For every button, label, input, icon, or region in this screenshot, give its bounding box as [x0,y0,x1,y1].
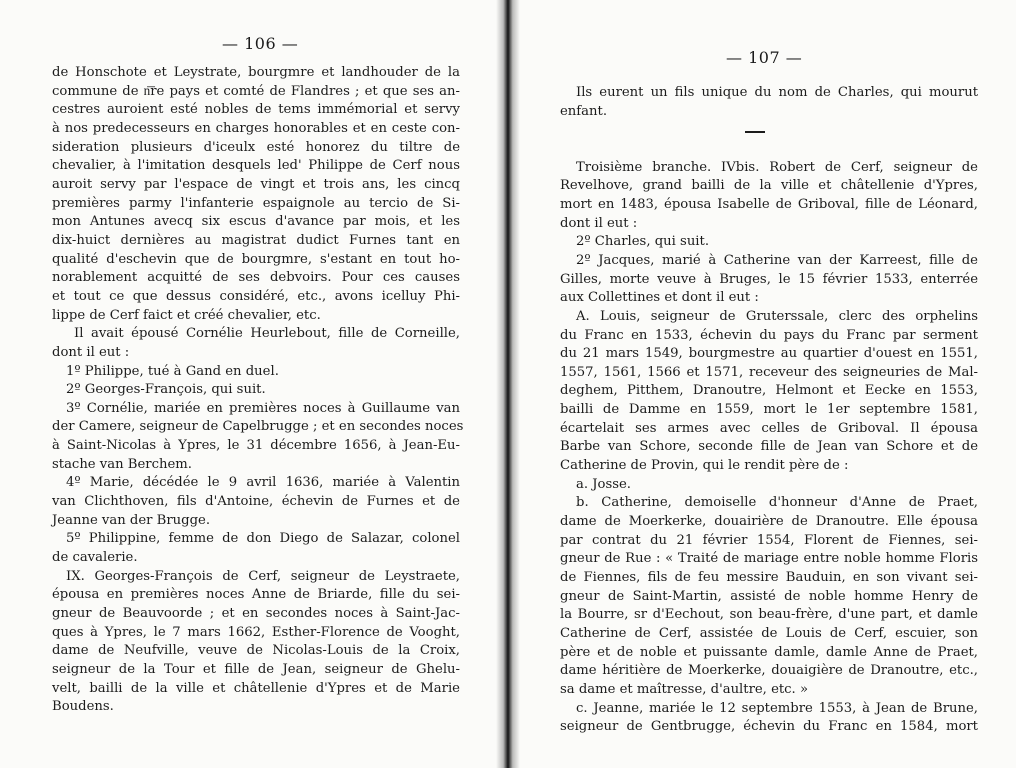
text-line: premières parmy l'infanterie espaignole au tercio de Si- [52,195,460,211]
text-line: seigneur de Gentbrugge, échevin du Franc en 1584, mort [560,719,978,735]
text-line: père et de noble et puissante damle, damle Anne de Praet, [560,644,978,660]
page-number-right: — 107 — [726,48,803,67]
text-line: dont il eut : [560,215,638,231]
text-line: de Honschote et Leystrate, bourgmre et landhouder de la [52,65,460,80]
text-line: sideration plusieurs d'iceulx esté honorez du tiltre de [52,139,460,155]
text-line: chevalier, à l'imitation desquels led' Philippe de Cerf nous [52,158,460,174]
text-line: gneur de Rue : « Traité de mariage entre noble homme Floris [560,551,978,567]
text-line: c. Jeanne, mariée le 12 septembre 1553, à Jean de Brune, [576,700,978,716]
text-line: A. Louis, seigneur de Gruterssale, clerc des orphelins [576,308,978,324]
text-line: du Franc en 1533, échevin du pays du Franc par serment [560,327,978,343]
text-line: lippe de Cerf faict et créé chevalier, etc. [52,307,321,323]
text-line: Barbe van Schore, seconde fille de Jean van Schore et de [560,439,978,455]
text-line: de Fiennes, fils de feu messire Bauduin, en son vivant sei- [560,570,978,586]
text-line: gneur de Saint-Martin, assisté de noble homme Henry de [560,588,978,604]
left-page [0,0,500,768]
text-line: auroit servy par l'espace de vingt et trois ans, les cincq [52,176,460,192]
text-line: van Clichthoven, fils d'Antoine, échevin de Furnes et de [52,494,460,510]
text-line: et tout ce que dessus considéré, etc., avons icelluy Phi- [52,288,460,304]
text-line: Troisième branche. IVbis. Robert de Cerf, seigneur de [576,159,978,175]
text-line: der Camere, seigneur de Capelbrugge ; et en secondes noces [52,419,464,435]
text-line: 1º Philippe, tué à Gand en duel. [66,363,279,379]
text-line: la Bourre, sr d'Eechout, son beau-frère, d'une part, et damle [560,607,978,623]
text-line: 4º Marie, décédée le 9 avril 1636, mariée à Valentin [66,475,460,491]
text-line: mon Antunes avecq six escus d'avance par mois, et les [52,214,460,230]
section-separator [560,121,978,140]
text-line: bailli de Damme en 1559, mort le 1er septembre 1581, [560,402,978,418]
text-line: aux Collettines et dont il eut : [560,290,759,306]
text-line: sa dame et maîtresse, d'aultre, etc. » [560,681,809,697]
text-line: ques à Ypres, le 7 mars 1662, Esther-Florence de Vooght, [52,624,460,640]
text-line: enfant. [560,103,608,119]
text-line: a. Josse. [576,476,632,492]
text-line: par contrat du 21 février 1554, Florent de Fiennes, sei- [560,532,978,548]
text-line: norablement acquitté de ses debvoirs. Pour ces causes [52,270,460,286]
text-line: mort en 1483, épousa Isabelle de Griboval, fille de Léonard, [560,196,978,212]
right-page-text [560,84,978,737]
separator-dash [745,131,765,133]
text-line: Boudens. [52,699,114,715]
text-line: IX. Georges-François de Cerf, seigneur de Leystraete, [66,568,460,584]
text-line: commune de n͞re pays et comté de Flandres ; et que ses an- [52,83,460,99]
text-line: 2º Jacques, marié à Catherine van der Karreest, fille de [576,252,978,268]
text-line: Ils eurent un fils unique du nom de Charles, qui mourut [576,85,978,100]
text-line: 5º Philippine, femme de don Diego de Salazar, colonel [66,531,460,547]
page-number-left: — 106 — [222,34,299,53]
left-page-text [52,64,464,717]
text-line: Catherine de Provin, qui le rendit père de : [560,458,849,474]
text-line: b. Catherine, demoiselle d'honneur d'Anne de Praet, [576,495,978,511]
text-line: Catherine de Cerf, assistée de Louis de Cerf, escuier, son [560,626,978,641]
text-line: gneur de Beauvoorde ; et en secondes noces à Saint-Jac- [52,606,460,622]
text-line: du 21 mars 1549, bourgmestre au quartier d'ouest en 1551, [560,346,978,362]
text-line: velt, bailli de la ville et châtellenie d'Ypres et de Marie [52,680,460,696]
text-line: dame de Moerkerke, douairière de Dranoutre. Elle épousa [560,514,978,530]
text-line: de cavalerie. [52,550,138,566]
text-line: qualité d'eschevin que de bourgmre, s'estant en tout ho- [52,251,460,267]
text-line: Il avait épousé Cornélie Heurlebout, fille de Corneille, [74,326,460,342]
text-line: Revelhove, grand bailli de la ville et châtellenie d'Ypres, [560,178,978,194]
right-page [516,0,1016,768]
text-line: Jeanne van der Brugge. [52,512,211,528]
section-spacer [560,140,978,159]
text-line: dont il eut : [52,344,130,360]
text-line: 3º Cornélie, mariée en premières noces à Guillaume van [66,400,460,416]
text-line: stache van Berchem. [52,456,192,472]
text-line: 1557, 1561, 1566 et 1571, receveur des seigneuries de Mal- [560,364,978,380]
text-line: Gilles, morte veuve à Bruges, le 15 février 1533, enterrée [560,271,978,287]
text-line: épousa en premières noces Anne de Briarde, fille du sei- [52,587,460,603]
text-line: dame héritière de Moerkerke, douaigière de Dranoutre, etc., [560,663,978,679]
text-line: à Saint-Nicolas à Ypres, le 31 décembre 1656, à Jean-Eu- [52,438,460,454]
text-line: dame de Neufville, veuve de Nicolas-Louis de la Croix, [52,643,460,659]
text-line: deghem, Pitthem, Dranoutre, Helmont et Eecke en 1553, [560,383,978,399]
text-line: seigneur de la Tour et fille de Jean, seigneur de Ghelu- [52,662,460,677]
text-line: dix-huict dernières au magistrat dudict Furnes tant en [52,232,460,248]
text-line: à nos predecesseurs en charges honorables et en ceste con- [52,120,460,136]
text-line: cestres auroient esté nobles de tems immémorial et servy [52,102,460,118]
text-line: 2º Charles, qui suit. [576,234,710,250]
text-line: 2º Georges-François, qui suit. [66,382,266,398]
text-line: écartelait ses armes avec celles de Griboval. Il épousa [560,420,978,436]
